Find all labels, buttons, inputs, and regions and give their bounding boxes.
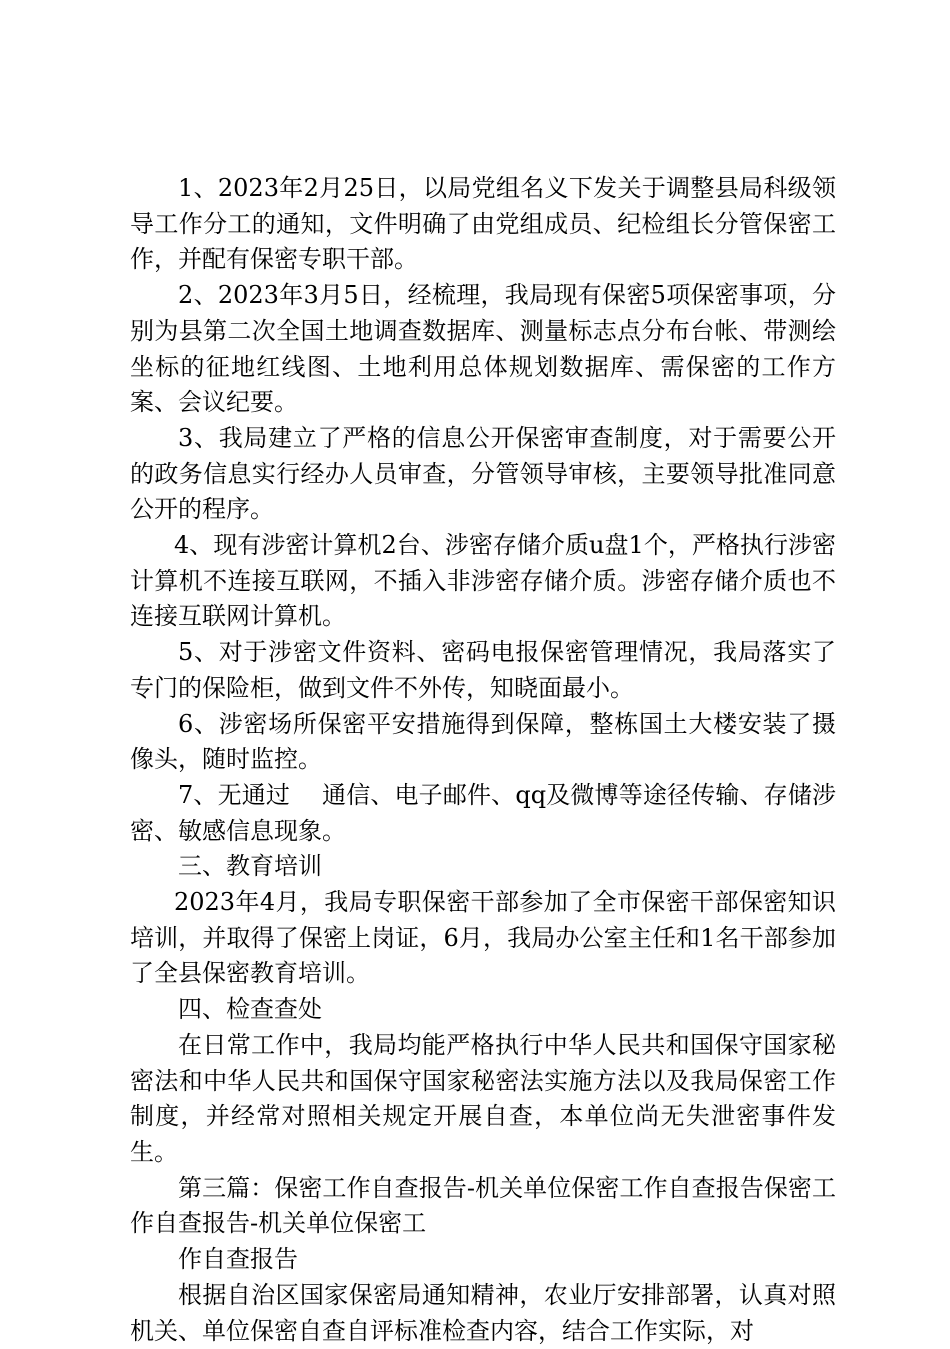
paragraph-5: 5、对于涉密文件资料、密码电报保密管理情况，我局落实了专门的保险柜，做到文件不外传，知晓面最小。 (130, 638, 836, 702)
paragraph-1: 1、2023年2月25日，以局党组名义下发关于调整县局科级领导工作分工的通知，文件明确了由党组成员、纪检组长分管保密工作，并配有保密专职干部。 (130, 174, 836, 274)
paragraph-4: 4、现有涉密计算机2台、涉密存储介质u盘1个，严格执行涉密计算机不连接互联网，不插入非涉密存储介质。涉密存储介质也不连接互联网计算机。 (130, 531, 836, 631)
paragraph-2: 2、2023年3月5日，经梳理，我局现有保密5项保密事项，分别为县第二次全国土地调查数据库、测量标志点分布台帐、带测绘坐标的征地红线图、土地利用总体规划数据库、需保密的工作方案、会议纪要。 (130, 281, 836, 417)
paragraph-6: 6、涉密场所保密平安措施得到保障，整栋国土大楼安装了摄像头，随时监控。 (130, 709, 836, 774)
paragraph-intro: 根据自治区国家保密局通知精神，农业厅安排部署，认真对照机关、单位保密自查自评标准检查内容，结合工作实际，对 (130, 1280, 836, 1345)
article-title-continued: 作自查报告 (178, 1245, 298, 1274)
paragraph-3: 3、我局建立了严格的信息公开保密审查制度，对于需要公开的政务信息实行经办人员审查，分管领导审核，主要领导批准同意公开的程序。 (130, 423, 836, 524)
paragraph-inspection: 在日常工作中，我局均能严格执行中华人民共和国保守国家秘密法和中华人民共和国保守国家秘密法实施方法以及我局保密工作制度，并经常对照相关规定开展自查，本单位尚无失泄密事件发生。 (130, 1030, 836, 1166)
article-title: 第三篇：保密工作自查报告-机关单位保密工作自查报告保密工作自查报告-机关单位保密工 (130, 1173, 836, 1238)
document-body (130, 171, 836, 1349)
section-heading-education: 三、教育培训 (178, 852, 322, 881)
paragraph-education: 2023年4月，我局专职保密干部参加了全市保密干部保密知识培训，并取得了保密上岗证，6月，我局办公室主任和1名干部参加了全县保密教育培训。 (130, 888, 836, 988)
section-heading-inspection: 四、检查查处 (178, 995, 322, 1024)
paragraph-7: 7、无通过 通信、电子邮件、qq及微博等途径传输、存储涉密、敏感信息现象。 (130, 780, 836, 845)
